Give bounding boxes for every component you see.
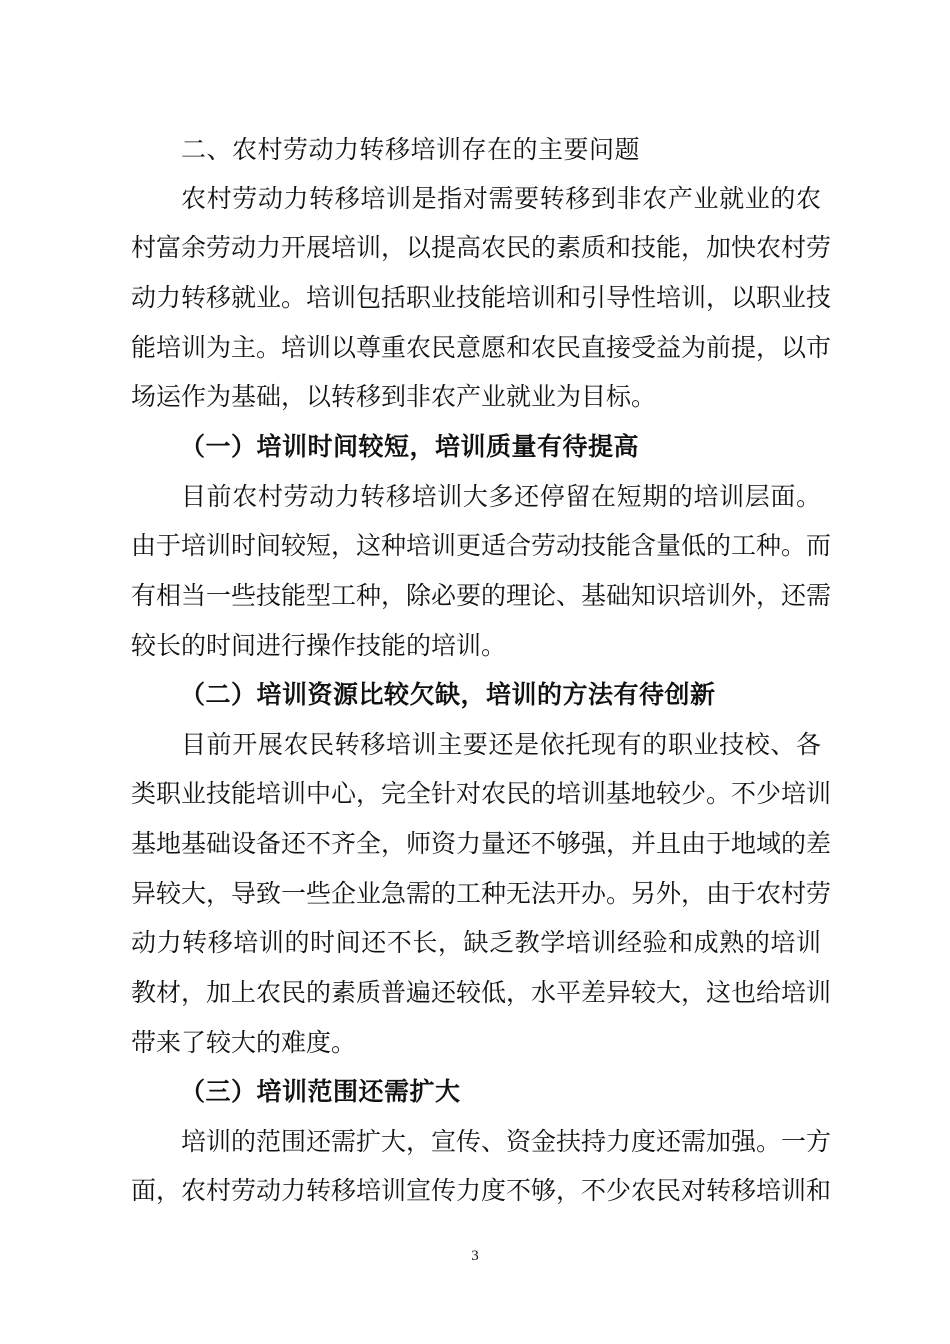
- paragraph-line: 培训的范围还需扩大，宣传、资金扶持力度还需加强。一方: [181, 1127, 832, 1156]
- section-heading: 二、农村劳动力转移培训存在的主要问题: [181, 135, 641, 164]
- paragraph-line: 基地基础设备还不齐全，师资力量还不够强，并且由于地域的差: [131, 829, 832, 858]
- paragraph-line: 类职业技能培训中心，完全针对农民的培训基地较少。不少培训: [131, 779, 832, 808]
- paragraph-line: 目前农村劳动力转移培训大多还停留在短期的培训层面。: [181, 482, 821, 511]
- paragraph-line: 异较大，导致一些企业急需的工种无法开办。另外，由于农村劳: [131, 879, 832, 908]
- paragraph-line: 能培训为主。培训以尊重农民意愿和农民直接受益为前提，以市: [131, 333, 832, 362]
- subsection-heading: （二）培训资源比较欠缺，培训的方法有待创新: [180, 680, 716, 709]
- paragraph-line: 面，农村劳动力转移培训宣传力度不够，不少农民对转移培训和: [131, 1176, 832, 1205]
- subsection-heading: （三）培训范围还需扩大: [180, 1077, 461, 1106]
- paragraph-line: 农村劳动力转移培训是指对需要转移到非农产业就业的农: [181, 184, 821, 213]
- paragraph-line: 较长的时间进行操作技能的培训。: [131, 631, 507, 660]
- paragraph-line: 动力转移就业。培训包括职业技能培训和引导性培训，以职业技: [131, 283, 832, 312]
- paragraph-line: 带来了较大的难度。: [131, 1028, 357, 1057]
- paragraph-line: 有相当一些技能型工种，除必要的理论、基础知识培训外，还需: [131, 581, 832, 610]
- paragraph-line: 动力转移培训的时间还不长，缺乏教学培训经验和成熟的培训: [131, 928, 821, 957]
- paragraph-line: 由于培训时间较短，这种培训更适合劳动技能含量低的工种。而: [131, 531, 832, 560]
- paragraph-line: 场运作为基础，以转移到非农产业就业为目标。: [131, 382, 657, 411]
- paragraph-line: 目前开展农民转移培训主要还是依托现有的职业技校、各: [181, 730, 821, 759]
- paragraph-line: 村富余劳动力开展培训，以提高农民的素质和技能，加快农村劳: [131, 233, 832, 262]
- page-number: 3: [471, 1248, 479, 1264]
- paragraph-line: 教材，加上农民的素质普遍还较低，水平差异较大，这也给培训: [131, 978, 832, 1007]
- subsection-heading: （一）培训时间较短，培训质量有待提高: [180, 432, 640, 461]
